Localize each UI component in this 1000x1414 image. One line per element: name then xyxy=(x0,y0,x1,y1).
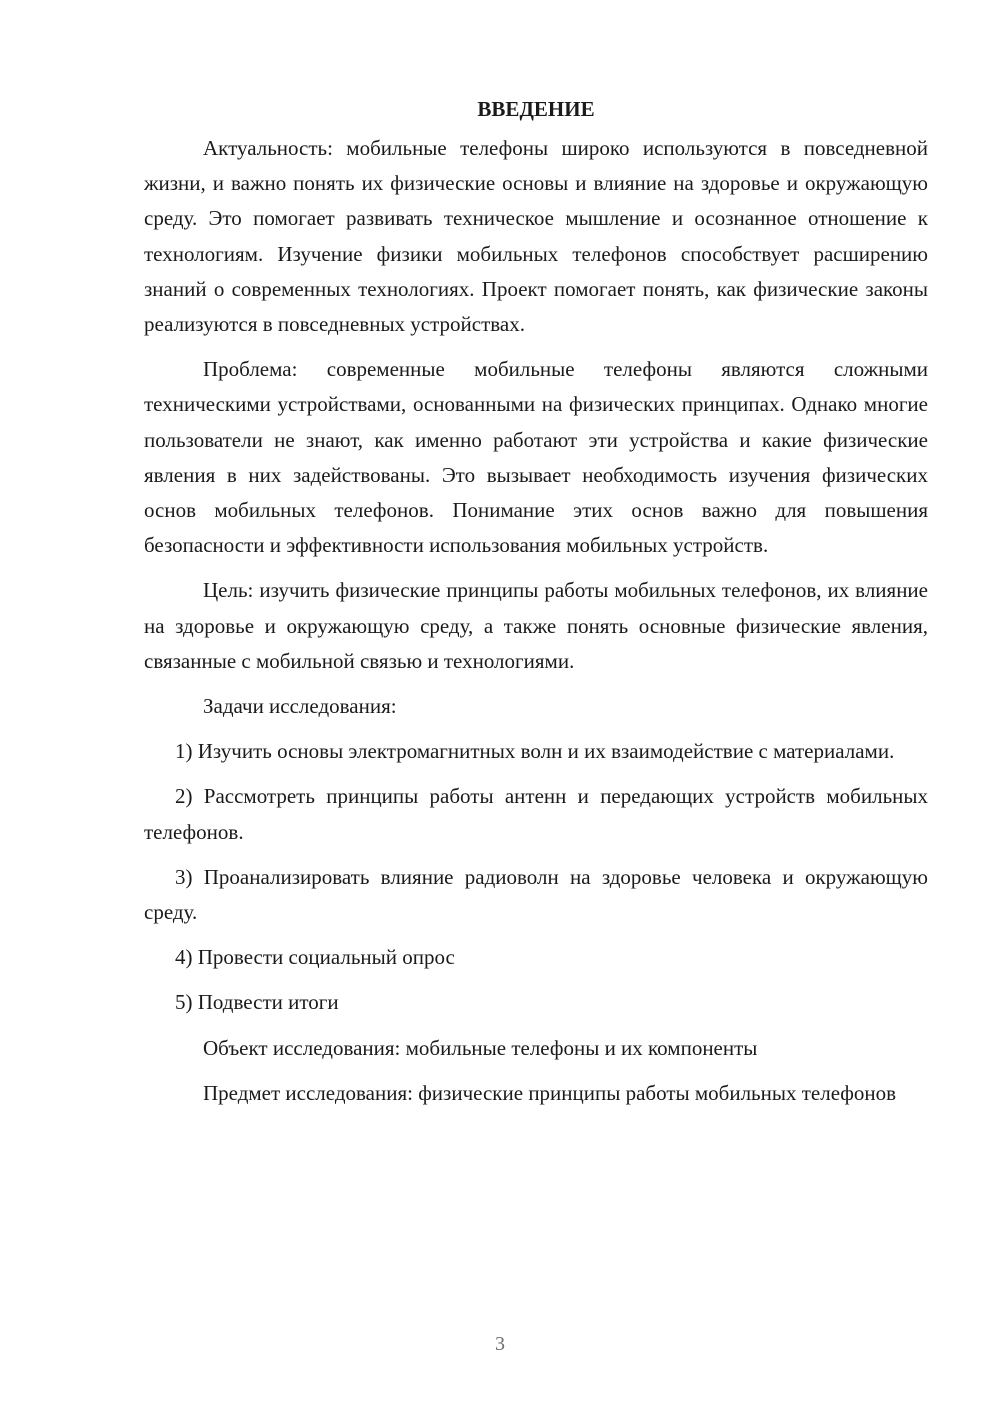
task-item: 5) Подвести итоги xyxy=(175,990,339,1015)
tasks-heading: Задачи исследования: xyxy=(203,694,397,719)
paragraph-problem: Проблема: современные мобильные телефоны являются сложными техническими устройствами, основанными на физических принципах. Однако многие пользователи не знают, как именно работают эти устройства и какие физические явления в них задействованы. Это вызывает необходимость изучения физических основ мобильных телефонов. Понимание этих основ важно для повышения безопасности и эффективности использования мобильных устройств. xyxy=(144,357,928,558)
task-item: 3) Проанализировать влияние радиоволн на здоровье человека и окружающую среду. xyxy=(144,864,928,925)
paragraph-subject: Предмет исследования: физические принципы работы мобильных телефонов xyxy=(203,1080,897,1105)
paragraph-relevance: Актуальность: мобильные телефоны широко используются в повседневной жизни, и важно понять их физические основы и влияние на здоровье и окружающую среду. Это помогает развивать техническое мышление и осознанное отношение к технологиям. Изучение физики мобильных телефонов способствует расширению знаний о современных технологиях. Проект помогает понять, как физические законы реализуются в повседневных устройствах. xyxy=(144,136,928,337)
page-number: 3 xyxy=(495,1333,505,1355)
task-item: 1) Изучить основы электромагнитных волн и их взаимодействие с материалами. xyxy=(175,739,895,764)
document-page xyxy=(144,92,928,1121)
task-item: 2) Рассмотреть принципы работы антенн и передающих устройств мобильных телефонов. xyxy=(144,784,928,844)
paragraph-goal: Цель: изучить физические принципы работы мобильных телефонов, их влияние на здоровье и окружающую среду, а также понять основные физические явления, связанные с мобильной связью и технологиями. xyxy=(144,578,928,673)
section-title: ВВЕДЕНИЕ xyxy=(477,97,595,121)
task-item: 4) Провести социальный опрос xyxy=(175,945,455,970)
paragraph-object: Объект исследования: мобильные телефоны и их компоненты xyxy=(203,1035,758,1060)
